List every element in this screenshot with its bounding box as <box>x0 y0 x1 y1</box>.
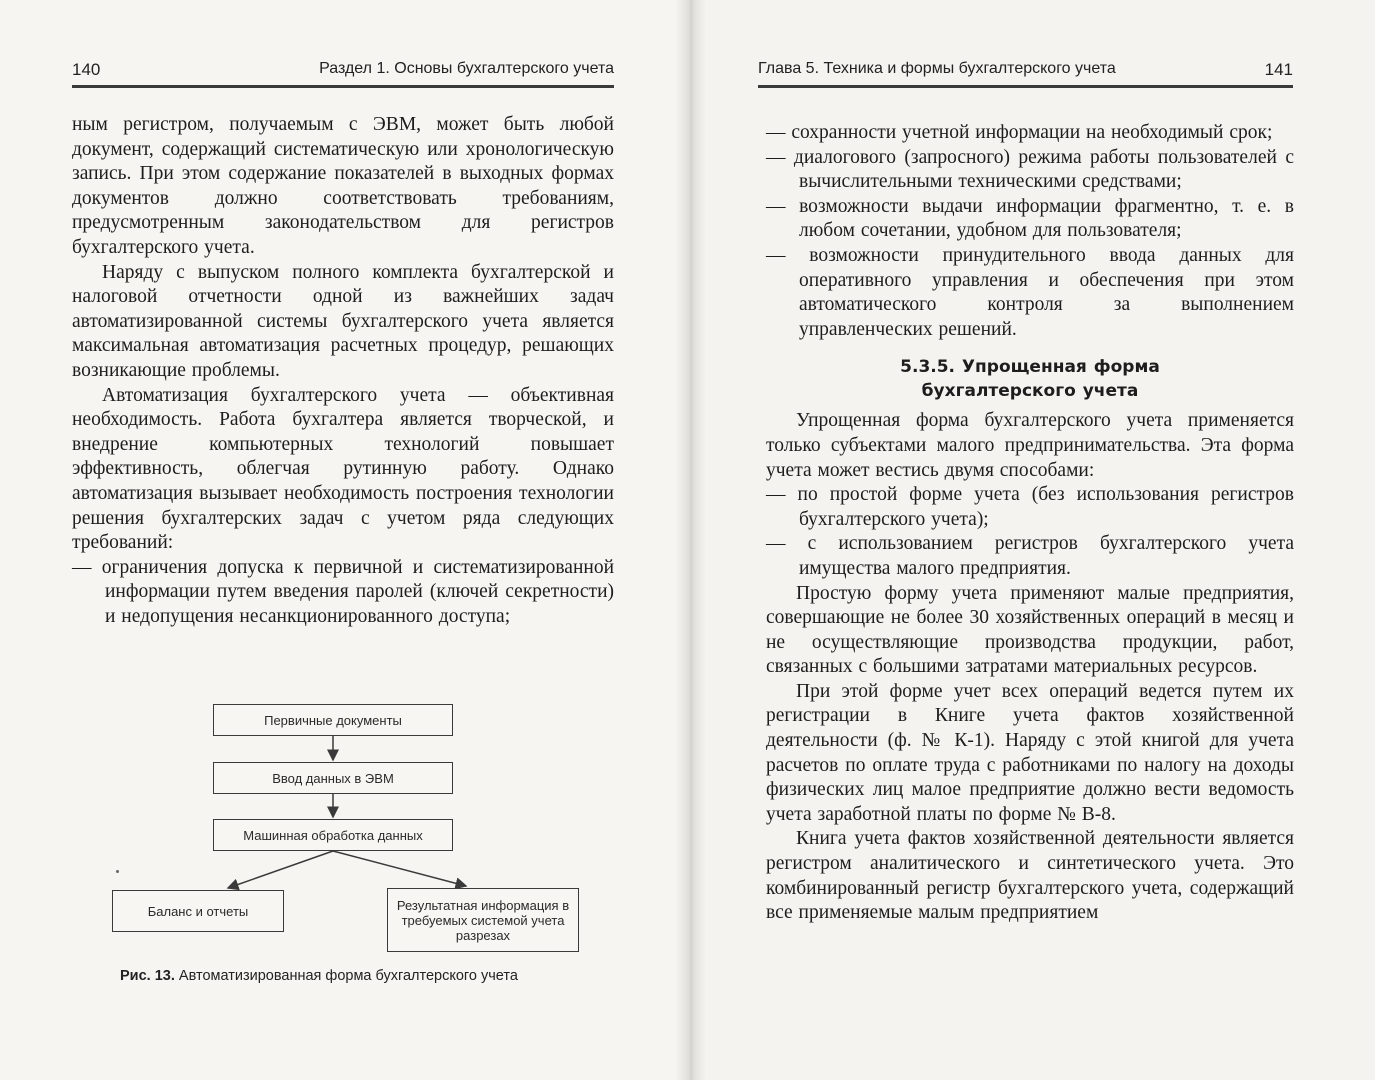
right-running-title: Глава 5. Техника и формы бухгалтерского учета <box>758 60 1116 77</box>
book-spine-shadow <box>676 0 706 1080</box>
right-page <box>690 0 1375 1080</box>
paragraph: Книга учета фактов хозяйственной деятельности является регистром аналитического и синтетического учета. Это комбинированный регистр бухгалтерского учета, содержащий все применяемые малым предприятием <box>766 828 1294 924</box>
list-item: — сохранности учетной информации на необходимый срок; <box>766 122 1273 143</box>
list-item: — по простой форме учета (без использования регистров бухгалтерского учета); <box>766 484 1294 530</box>
arrow <box>333 851 466 886</box>
paragraph: Простую форму учета применяют малые предприятия, совершающие не более 30 хозяйственных операций в месяц и не осуществляющие производства продукции, работ, связанных с большими затратами материальных ресурсов. <box>766 582 1294 678</box>
section-heading <box>766 355 1294 403</box>
figure-caption <box>120 968 640 984</box>
caption-text: Автоматизированная форма бухгалтерского учета <box>174 968 518 984</box>
box-primary-documents: Первичные документы <box>213 704 453 736</box>
paragraph: ным регистром, получаемым с ЭВМ, может быть любой документ, содержащий систематическую или хронологическую запись. При этом содержание показателей в выходных формах документов должно соответствовать требованиям, предусмотренным законодательством для регистров бухгалтерского учета. <box>72 114 614 258</box>
list-item: — диалогового (запросного) режима работы пользователей с вычислительными техническими средствами; <box>766 146 1294 193</box>
paragraph: Упрощенная форма бухгалтерского учета применяется только субъектами малого предпринимательства. Эта форма учета может вестись двумя способами: <box>766 410 1294 481</box>
print-speck <box>116 870 119 873</box>
left-body-text <box>72 113 614 629</box>
box-balance-reports: Баланс и отчеты <box>112 890 284 932</box>
paragraph: Наряду с выпуском полного комплекта бухгалтерской и налоговой отчетности одной из важнейших задач автоматизированной системы бухгалтерского учета является максимальная автоматизация расчетных процедур, решающих возникающие проблемы. <box>72 261 614 381</box>
right-page-header <box>758 54 1293 88</box>
arrow <box>228 851 333 888</box>
box-machine-processing: Машинная обработка данных <box>213 819 453 851</box>
box-result-information: Результатная информация в требуемых системой учета разрезах <box>387 888 579 952</box>
flow-diagram <box>90 700 620 990</box>
list-item: — возможности принудительного ввода данных для оперативного управления и обеспечения при этом автоматического контроля за выполнением управленческих решений. <box>766 244 1294 340</box>
list-item: — возможности выдачи информации фрагментно, т. е. в любом сочетании, удобном для пользователя; <box>766 195 1294 242</box>
left-page-number: 140 <box>72 60 101 79</box>
section-heading-line: 5.3.5. Упрощенная форма <box>900 357 1160 378</box>
right-body-text <box>766 121 1294 926</box>
list-item: — с использованием регистров бухгалтерского учета имущества малого предприятия. <box>766 533 1294 579</box>
paragraph: При этой форме учет всех операций ведется путем их регистрации в Книге учета фактов хозяйственной деятельности (ф. № К-1). Наряду с этой книгой для учета расчетов по оплате труда с работниками по налогу на доходы физических лиц малое предприятие должно вести ведомость учета заработной платы по форме № В-8. <box>766 680 1294 825</box>
left-page-header <box>72 54 614 88</box>
section-heading-line: бухгалтерского учета <box>921 381 1139 402</box>
box-data-entry: Ввод данных в ЭВМ <box>213 762 453 794</box>
left-running-title: Раздел 1. Основы бухгалтерского учета <box>319 60 614 77</box>
caption-label: Рис. 13. <box>120 968 175 984</box>
paragraph: Автоматизация бухгалтерского учета — объективная необходимость. Работа бухгалтера является творческой, и внедрение компьютерных технологий повышает эффективность, облегчая рутинную работу. Однако автоматизация вызывает необходимость построения технологии решения бухгалтерских задач с учетом ряда следующих требований: <box>72 384 614 554</box>
list-item: — ограничения допуска к первичной и систематизированной информации путем введения паролей (ключей секретности) и недопущения несанкционированного доступа; <box>72 556 614 627</box>
right-page-number: 141 <box>1264 60 1293 79</box>
